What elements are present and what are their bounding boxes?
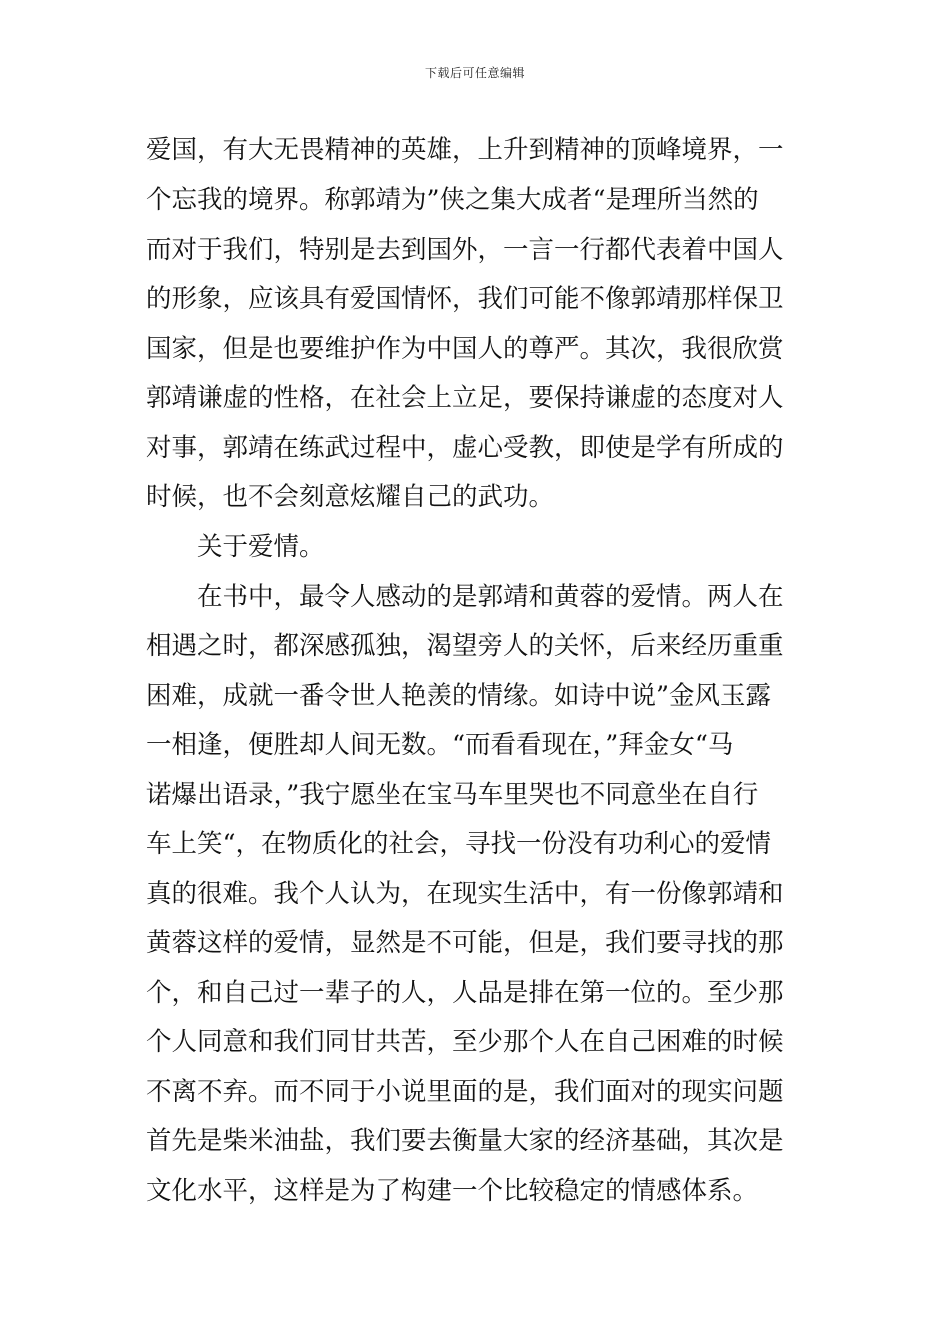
body-line: 一相逢，便胜却人间无数。“而看看现在，”拜金女“马	[146, 730, 734, 760]
body-line: 黄蓉这样的爱情，显然是不可能，但是，我们要寻找的那	[146, 928, 784, 958]
body-line: 诺爆出语录，”我宁愿坐在宝马车里哭也不同意坐在自行	[146, 780, 759, 810]
body-line: 国家，但是也要维护作为中国人的尊严。其次，我很欣赏	[146, 334, 784, 364]
body-line: 个，和自己过一辈子的人，人品是排在第一位的。至少那	[146, 978, 784, 1008]
body-line: 车上笑“，在物质化的社会，寻找一份没有功利心的爱情	[146, 829, 772, 859]
body-line: 对事，郭靖在练武过程中，虚心受教，即使是学有所成的	[146, 433, 784, 463]
body-line: 文化水平，这样是为了构建一个比较稳定的情感体系。	[146, 1176, 759, 1206]
body-line: 不离不弃。而不同于小说里面的是，我们面对的现实问题	[146, 1077, 784, 1107]
body-line: 个人同意和我们同甘共苦，至少那个人在自己困难的时候	[146, 1027, 784, 1057]
body-line: 的形象，应该具有爱国情怀，我们可能不像郭靖那样保卫	[146, 284, 784, 314]
body-line: 时候，也不会刻意炫耀自己的武功。	[146, 482, 555, 512]
section-heading: 关于爱情。	[197, 532, 325, 562]
body-line: 相遇之时，都深感孤独，渴望旁人的关怀，后来经历重重	[146, 631, 784, 661]
body-line: 郭靖谦虚的性格，在社会上立足，要保持谦虚的态度对人	[146, 383, 784, 413]
body-line: 在书中，最令人感动的是郭靖和黄蓉的爱情。两人在	[197, 582, 784, 612]
body-line: 真的很难。我个人认为，在现实生活中，有一份像郭靖和	[146, 879, 784, 909]
body-line: 而对于我们，特别是去到国外，一言一行都代表着中国人	[146, 235, 784, 265]
body-line: 首先是柴米油盐，我们要去衡量大家的经济基础，其次是	[146, 1126, 784, 1156]
body-line: 困难，成就一番令世人艳羡的情缘。如诗中说”金风玉露	[146, 681, 772, 711]
body-line: 个忘我的境界。称郭靖为”侠之集大成者“是理所当然的	[146, 185, 759, 215]
page-header: 下载后可任意编辑	[424, 66, 525, 80]
body-line: 爱国，有大无畏精神的英雄，上升到精神的顶峰境界，一	[146, 135, 784, 165]
